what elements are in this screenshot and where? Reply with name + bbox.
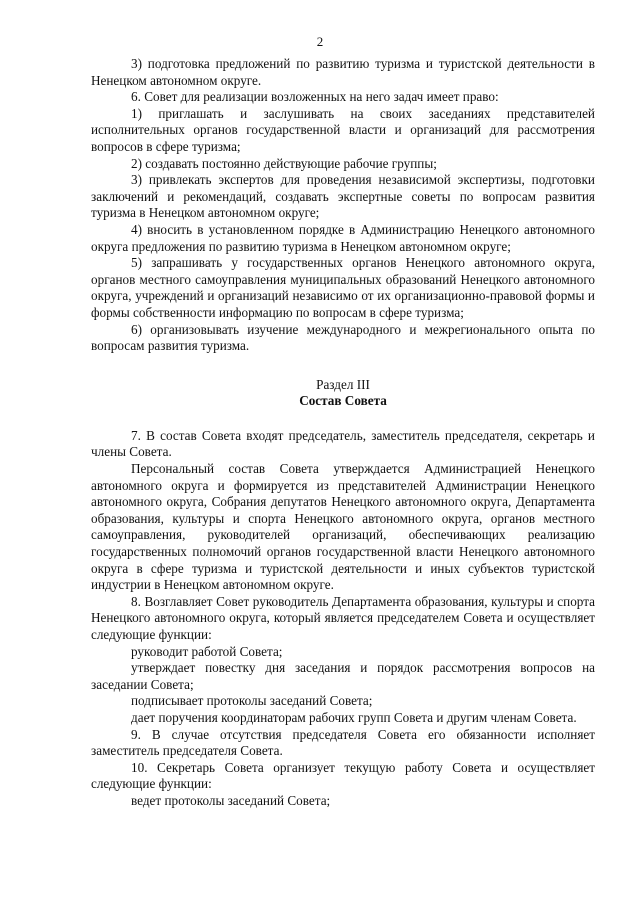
paragraph: ведет протоколы заседаний Совета; xyxy=(131,792,331,808)
paragraph: 6. Совет для реализации возложенных на него задач имеет право: xyxy=(131,89,499,105)
paragraph: 4) вносить в установленном порядке в Администрацию Ненецкого автономного округа предложения по развитию туризма в Ненецком автономном округе; xyxy=(91,221,595,254)
paragraph: 10. Секретарь Совета организует текущую работу Совета и осуществляет следующие функции: xyxy=(91,759,595,792)
paragraph: 9. В случае отсутствия председателя Совета его обязанности исполняет заместитель председателя Совета. xyxy=(91,726,595,759)
paragraph: 8. Возглавляет Совет руководитель Департамента образования, культуры и спорта Ненецкого автономного округа, который является председателем Совета и осуществляет следующие функции: xyxy=(91,593,595,642)
paragraph: 1) приглашать и заслушивать на своих заседаниях представителей исполнительных органов государственной власти и организаций для рассмотрения вопросов в сфере туризма; xyxy=(91,105,595,154)
paragraph: 7. В состав Совета входят председатель, заместитель председателя, секретарь и члены Совета. xyxy=(91,427,595,460)
paragraph: 3) привлекать экспертов для проведения независимой экспертизы, подготовки заключений и рекомендаций, создавать экспертные советы по вопросам развития туризма в Ненецком автономном округе; xyxy=(91,172,595,221)
section-label: Раздел III xyxy=(316,376,370,392)
paragraph: руководит работой Совета; xyxy=(131,643,283,659)
paragraph: подписывает протоколы заседаний Совета; xyxy=(131,693,373,709)
section-title: Состав Совета xyxy=(299,393,387,409)
paragraph: 6) организовывать изучение международного и межрегионального опыта по вопросам развития туризма. xyxy=(91,321,595,354)
paragraph: дает поручения координаторам рабочих групп Совета и другим членам Совета. xyxy=(131,709,577,725)
page-number: 2 xyxy=(316,34,324,49)
paragraph: 3) подготовка предложений по развитию туризма и туристской деятельности в Ненецком автономном округе. xyxy=(91,56,595,88)
paragraph: 5) запрашивать у государственных органов Ненецкого автономного округа, органов местного самоуправления муниципальных образований Ненецкого автономного округа, учреждений и организаций независимо от их организационно-правовой формы и формы собственности информацию по вопросам в сфере туризма; xyxy=(91,255,595,320)
paragraph: 2) создавать постоянно действующие рабочие группы; xyxy=(131,155,437,171)
document-body xyxy=(91,56,595,810)
paragraph: утверждает повестку дня заседания и порядок рассмотрения вопросов на заседании Совета; xyxy=(91,660,595,692)
paragraph: Персональный состав Совета утверждается Администрацией Ненецкого автономного округа и формируется из представителей Администрации Ненецкого автономного округа, Собрания депутатов Ненецкого автономного округа, Департамента образования, культуры и спорта Ненецкого автономного округа, органов местного самоуправления, руководителей организаций, обеспечивающих реализацию государственных полномочий органов государственной власти Ненецкого автономного округа в сфере туризма и туристской деятельности и иных субъектов туристской индустрии в Ненецком автономном округе. xyxy=(91,461,595,593)
